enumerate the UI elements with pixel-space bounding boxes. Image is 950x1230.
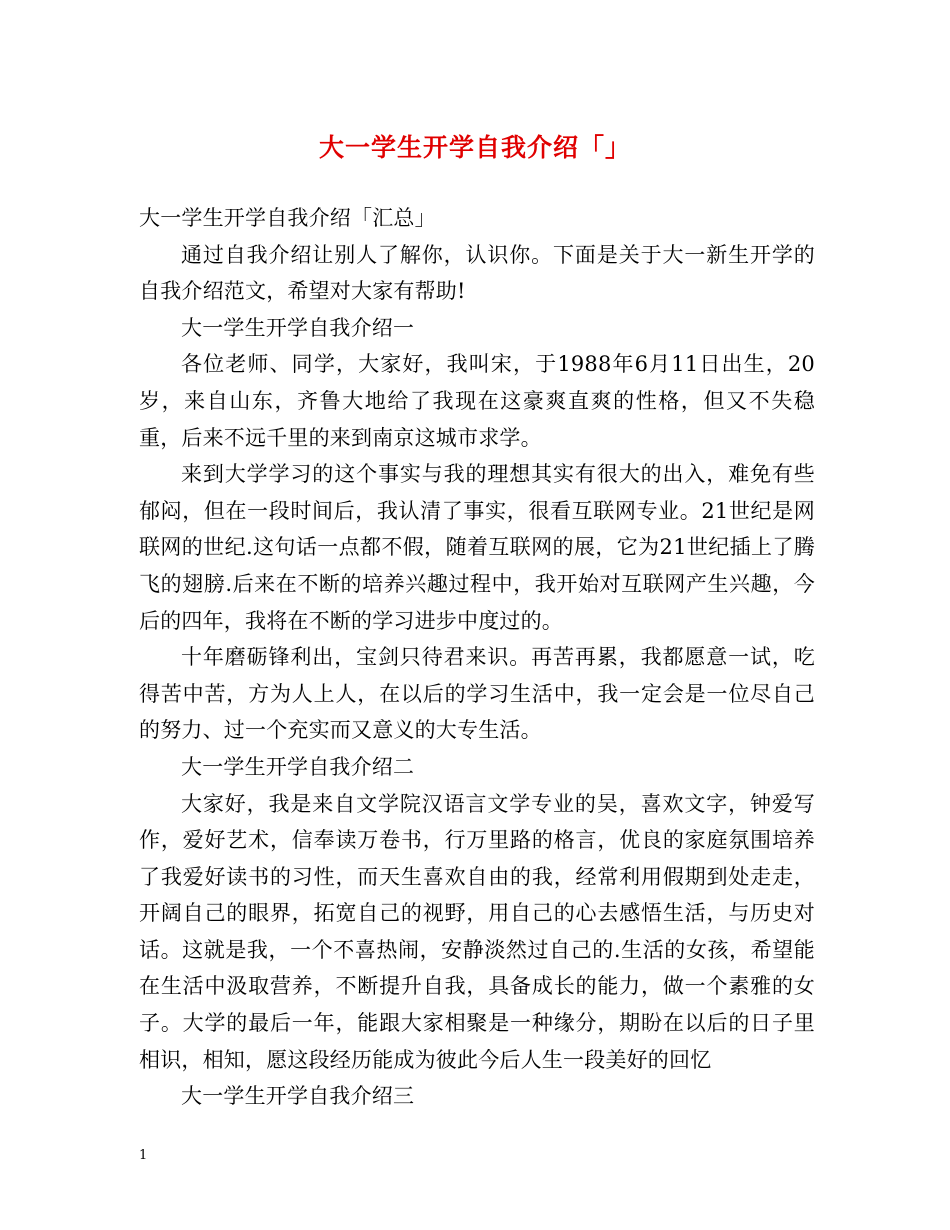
section-heading-one: 大一学生开学自我介绍一 — [181, 315, 415, 340]
paragraph: 各位老师、同学，大家好，我叫宋，于1988年6月11日出生，20岁，来自山东，齐鲁大地给了我现在这豪爽直爽的性格，但又不失稳重，后来不远千里的来到南京这城市求学。 — [139, 352, 815, 450]
section-heading-three: 大一学生开学自我介绍三 — [181, 1084, 415, 1109]
page-number: 1 — [139, 1148, 148, 1163]
document-body — [139, 200, 815, 1115]
paragraph-intro: 通过自我介绍让别人了解你，认识你。下面是关于大一新生开学的自我介绍范文，希望对大家有帮助! — [139, 242, 815, 304]
paragraph-subtitle: 大一学生开学自我介绍「汇总」 — [139, 206, 436, 230]
document-title: 大一学生开学自我介绍「」 — [318, 133, 631, 162]
paragraph: 大家好，我是来自文学院汉语言文学专业的吴，喜欢文字，钟爱写作，爱好艺术，信奉读万卷书，行万里路的格言，优良的家庭氛围培养了我爱好读书的习性，而天生喜欢自由的我，经常利用假期到处走走，开阔自己的眼界，拓宽自己的视野，用自己的心去感悟生活，与历史对话。这就是我，一个不喜热闹，安静淡然过自己的.生活的女孩，希望能在生活中汲取营养，不断提升自我，具备成长的能力，做一个素雅的女子。大学的最后一年，能跟大家相聚是一种缘分，期盼在以后的日子里相识，相知，愿这段经历能成为彼此今后人生一段美好的回忆 — [139, 791, 815, 1072]
paragraph: 来到大学学习的这个事实与我的理想其实有很大的出入，难免有些郁闷，但在一段时间后，我认清了事实，很看互联网专业。21世纪是网联网的世纪.这句话一点都不假，随着互联网的展，它为21世纪插上了腾飞的翅膀.后来在不断的培养兴趣过程中，我开始对互联网产生兴趣，今后的四年，我将在不断的学习进步中度过的。 — [139, 462, 815, 633]
section-heading-two: 大一学生开学自我介绍二 — [181, 754, 415, 779]
paragraph: 十年磨砺锋利出，宝剑只待君来识。再苦再累，我都愿意一试，吃得苦中苦，方为人上人，在以后的学习生活中，我一定会是一位尽自己的努力、过一个充实而又意义的大专生活。 — [139, 645, 815, 743]
